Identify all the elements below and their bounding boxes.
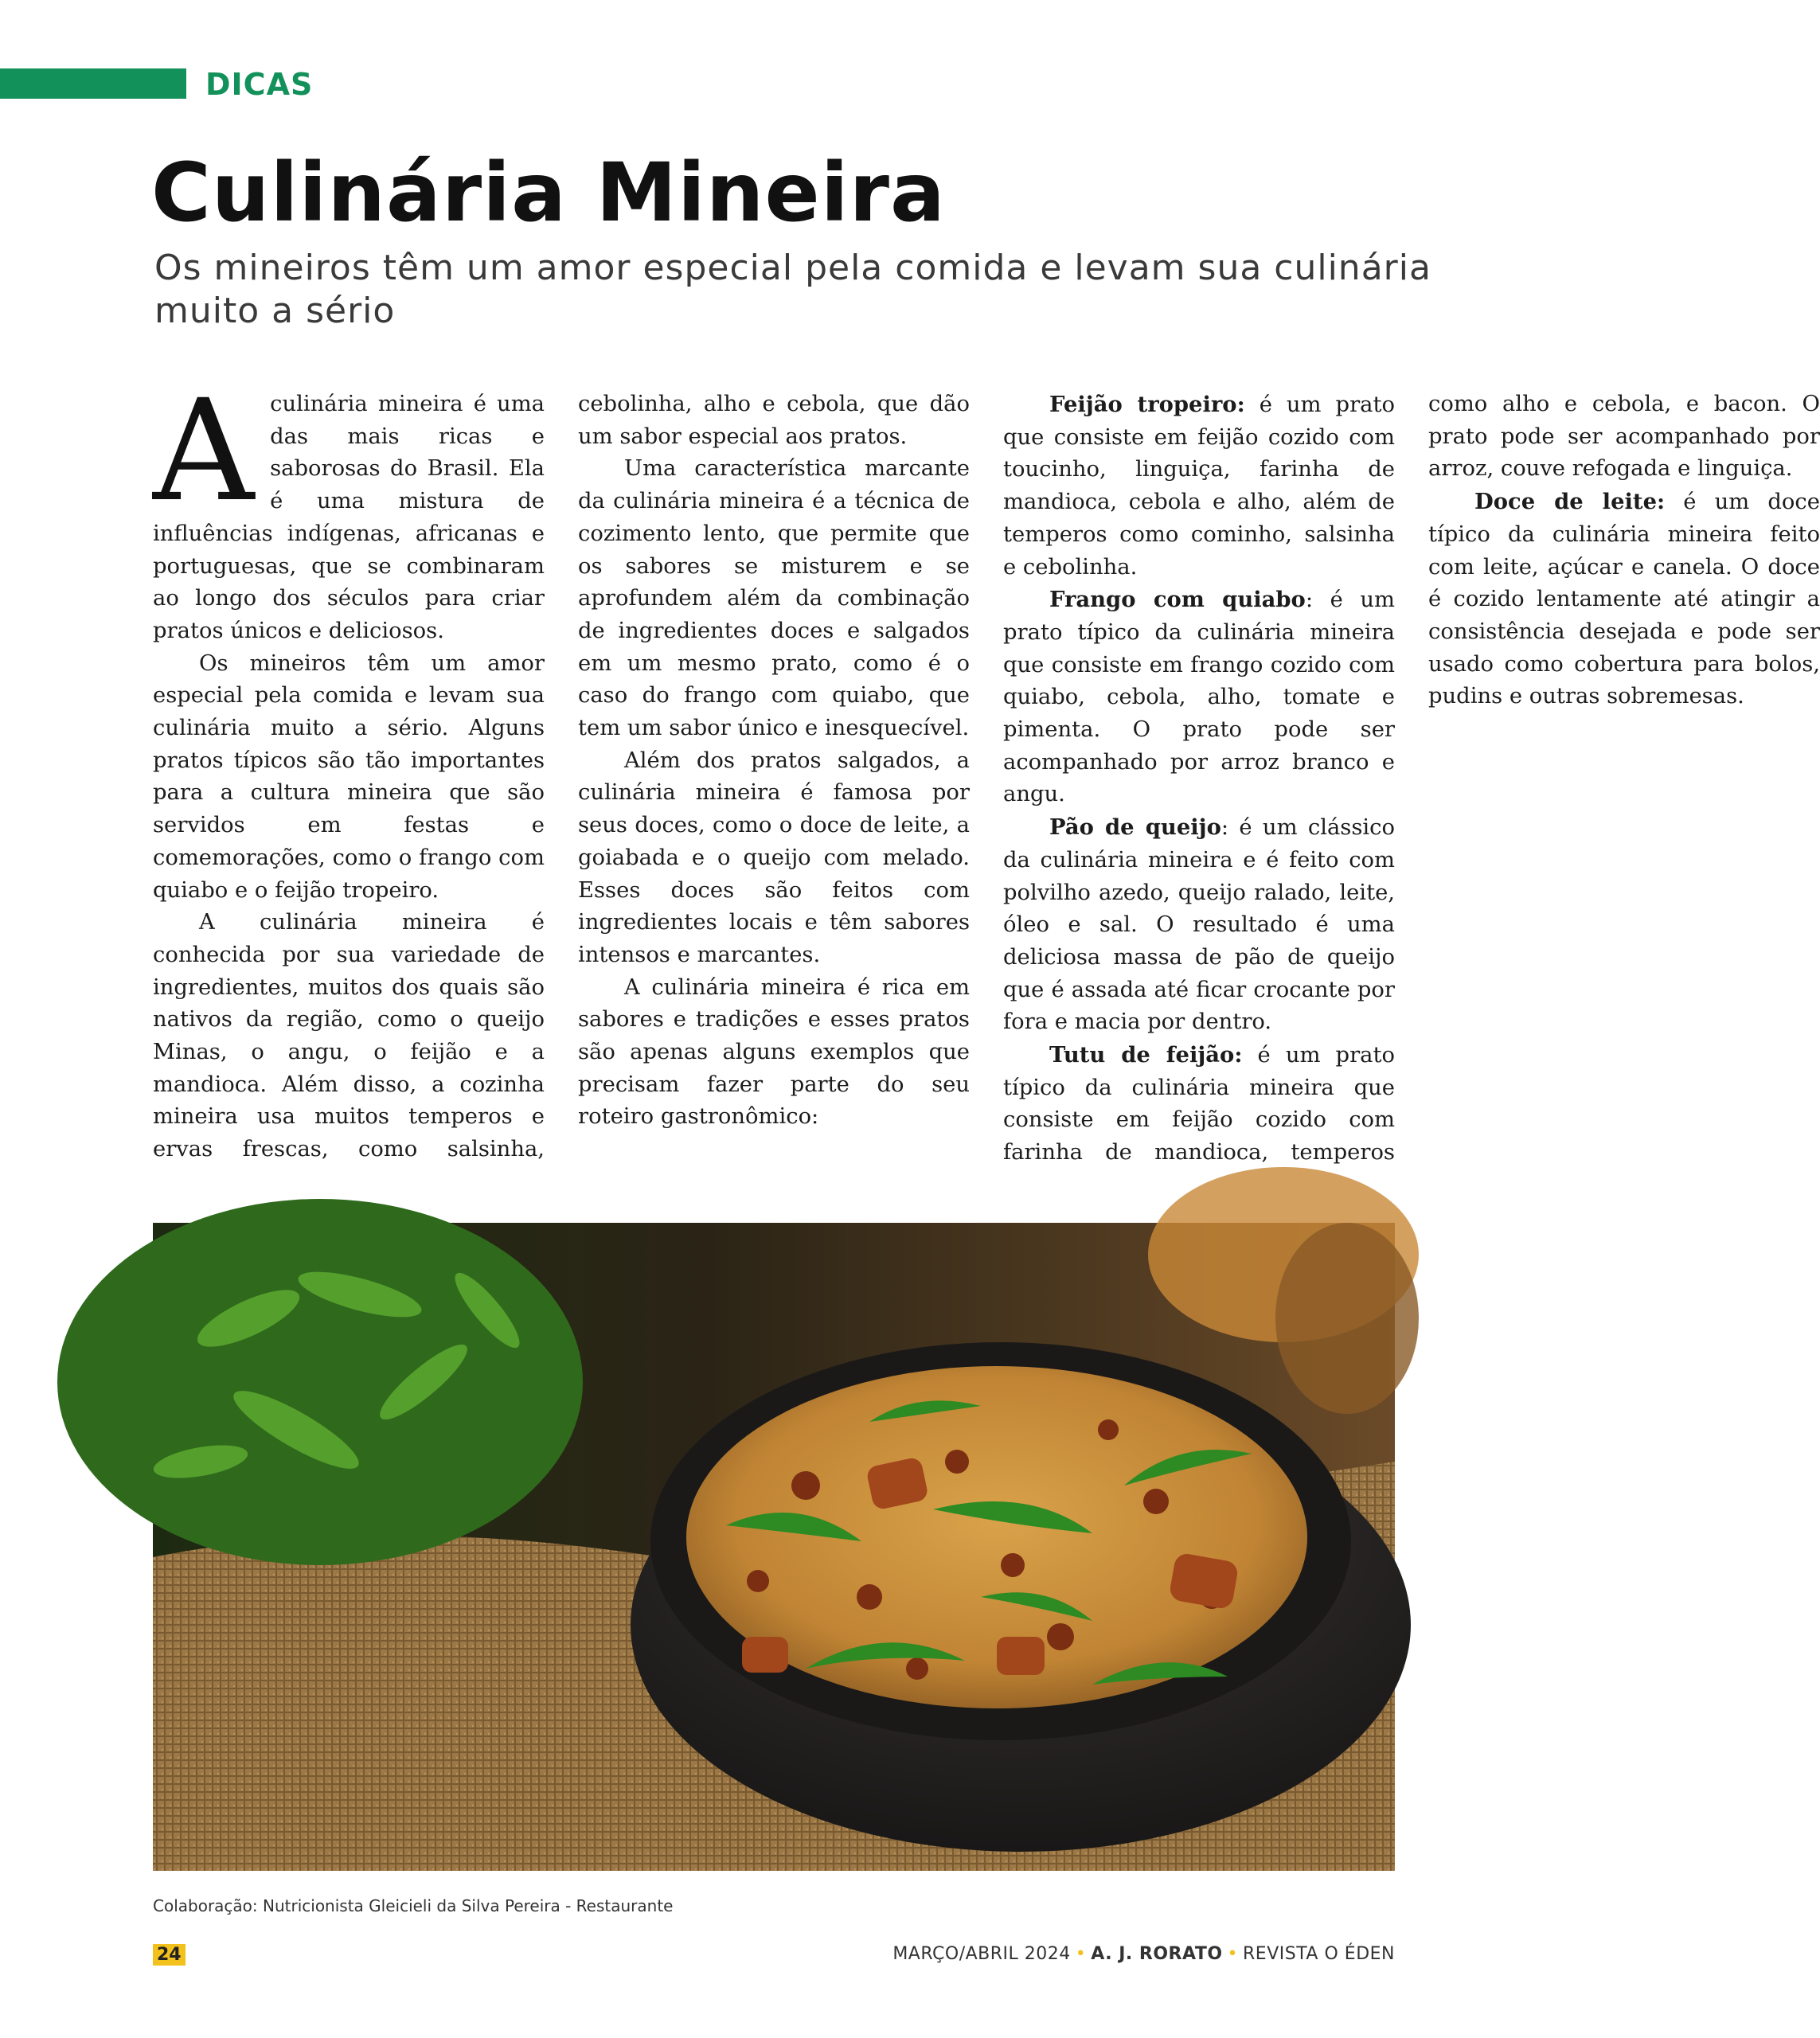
drop-cap: A: [153, 369, 255, 533]
dish-paragraph: Tutu de feijão: é um prato típico da culinária mineira que consiste em feijão cozido com farinha de mandioca, temperos como alho e cebola, e bacon. O prato pode ser acompanhado por arroz, couve refogada e linguiça.: [1003, 392, 1820, 1165]
separator: •: [1075, 1944, 1087, 1964]
food-photo: [153, 1223, 1395, 1871]
dish-paragraph: Feijão tropeiro: é um prato que consiste em feijão cozido com toucinho, linguiça, farinha de mandioca, cebola e alho, além de temperos como cominho, salsinha e cebolinha.: [1003, 392, 1395, 580]
article-body: [153, 369, 1820, 1194]
separator: •: [1227, 1944, 1239, 1964]
article-paragraph: Os mineiros têm um amor especial pela comida e levam sua culinária muito a sério. Alguns pratos típicos são tão importantes para a cultura mineira que são servidos em festas e comemorações, como o frango com quiabo e o feijão tropeiro.: [153, 650, 545, 903]
page-number: 24: [153, 1944, 186, 1966]
dish-paragraph: Doce de leite: é um doce típico da culinária mineira feito com leite, açúcar e canela. O doce é cozido lentamente até atingir a consistência desejada e pode ser usado como cobertura para bolos, pudins e outras sobremesas.: [1428, 489, 1820, 709]
dish-paragraph: Pão de queijo: é um clássico da culinária mineira e é feito com polvilho azedo, queijo ralado, leite, óleo e sal. O resultado é uma deliciosa massa de pão de queijo que é assada até ficar crocante por fora e macia por dentro.: [1003, 814, 1395, 1035]
issue-date: MARÇO/ABRIL 2024: [892, 1944, 1071, 1964]
dish-name: Tutu de feijão:: [1049, 1042, 1243, 1068]
page-title: Culinária Mineira: [151, 146, 946, 240]
article-paragraph: Aculinária mineira é uma das mais ricas e saborosas do Brasil. Ela é uma mistura de influências indígenas, africanas e portuguesas, que se combinaram ao longo dos séculos para criar pratos únicos e deliciosos.: [153, 369, 545, 643]
section-label: DICAS: [205, 67, 314, 102]
article-paragraph: Além dos pratos salgados, a culinária mineira é famosa por seus doces, como o doce de leite, a goiabada e o queijo com melado. Esses doces são feitos com ingredientes locais e têm sabores intensos e marcantes.: [578, 748, 970, 967]
article-paragraph: Uma característica marcante da culinária mineira é a técnica de cozimento lento, que permite que os sabores se misturem e se aprofundem além da combinação de ingredientes doces e salgados em um mesmo prato, como é o caso do frango com quiabo, que tem um sabor único e inesquecível.: [578, 456, 970, 741]
publication-name: REVISTA O ÉDEN: [1243, 1944, 1395, 1964]
dish-name: Frango com quiabo: [1049, 587, 1306, 613]
author: A. J. RORATO: [1091, 1944, 1223, 1964]
article-paragraph: A culinária mineira é conhecida por sua variedade de ingredientes, muitos dos quais são nativos da região, como o queijo Minas, o angu, o feijão e a mandioca. Além disso, a cozinha mineira usa muitos temperos e ervas frescas, como salsinha, cebolinha, alho e cebola, que dão um sabor especial aos pratos.: [153, 392, 970, 1162]
section-color-bar: [0, 68, 186, 99]
dish-name: Pão de queijo: [1049, 814, 1221, 841]
page-subtitle: Os mineiros têm um amor especial pela comida e levam sua culinária muito a sério: [154, 248, 1431, 331]
photo-caption: Colaboração: Nutricionista Gleicieli da Silva Pereira - Restaurante: [153, 1896, 674, 1915]
dish-name: Doce de leite:: [1474, 489, 1666, 515]
footer-info: [892, 1944, 1395, 1964]
dish-name: Feijão tropeiro:: [1049, 392, 1245, 417]
article-paragraph: A culinária mineira é rica em sabores e tradições e esses pratos são apenas alguns exemplos que precisam fazer parte do seu roteiro gastronômico:: [578, 974, 970, 1130]
dish-paragraph: Frango com quiabo: é um prato típico da culinária mineira que consiste em frango cozido com quiabo, cebola, alho, tomate e pimenta. O prato pode ser acompanhado por arroz branco e angu.: [1003, 587, 1395, 807]
